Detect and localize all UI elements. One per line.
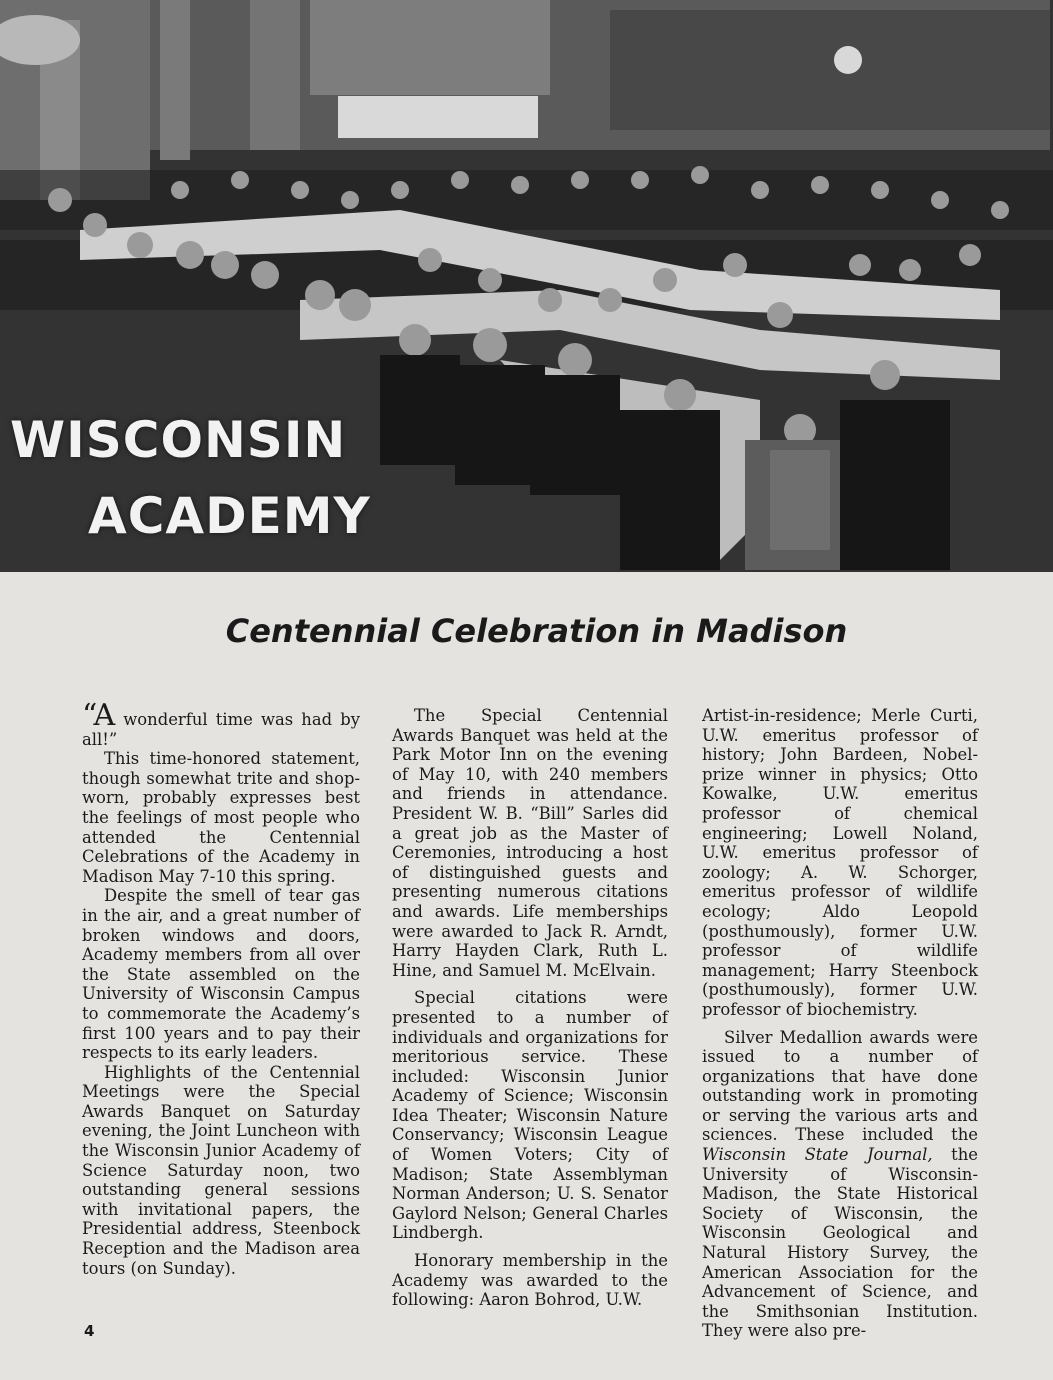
column-3-paragraph-2 bbox=[702, 1028, 978, 1342]
banquet-photo bbox=[0, 0, 1053, 572]
masthead-line-2: ACADEMY bbox=[88, 487, 371, 545]
article-column-3 bbox=[702, 706, 978, 1341]
column-1-paragraph-4: Highlights of the Centennial Meetings were the Special Awards Banquet on Saturday evening, the Joint Luncheon with the Wisconsin Junior Academy of Science Saturday noon, two outstanding general sessions with invitational papers, the Presidential address, Steenbock Reception and the Madison area tours (on Sunday). bbox=[82, 1062, 360, 1278]
column-2-paragraph-3: Honorary membership in the Academy was awarded to the following: Aaron Bohrod, U.W. bbox=[392, 1251, 668, 1310]
column-2-paragraph-1: The Special Centennial Awards Banquet was held at the Park Motor Inn on the evening of May 10, with 240 members and friends in attendance. President W. B. “Bill” Sarles did a great job as the Master of Ceremonies, introducing a host of distinguished guests and presenting numerous citations and awards. Life memberships were awarded to Jack R. Arndt, Harry Hayden Clark, Ruth L. Hine, and Samuel M. McElvain. bbox=[392, 706, 668, 980]
column-1-paragraph-3: Despite the smell of tear gas in the air, and a great number of broken windows and doors, Academy members from all over the State assembled on the University of Wisconsin Campus to commemorate the Academy’s first 100 years and to pay their respects to its early leaders. bbox=[82, 886, 360, 1063]
column-3-paragraph-2-start: Silver Medallion awards were issued to a number of organizations that have done outstanding work in promoting or serving the various arts and sciences. These included the bbox=[702, 1027, 978, 1145]
column-1-paragraph-1 bbox=[82, 698, 360, 749]
opening-quote-text: wonderful time was had by all!” bbox=[82, 710, 360, 749]
article-column-2 bbox=[392, 706, 668, 1310]
page-number: 4 bbox=[84, 1322, 95, 1340]
article-column-1 bbox=[82, 698, 360, 1278]
column-3-paragraph-2-end: the University of Wisconsin-Madison, the State Historical Society of Wisconsin, the Wisconsin Geological and Natural History Survey, the American Association for the Advancement of Science, and the Smithsonian Institution. They were also pre- bbox=[702, 1145, 978, 1341]
masthead-line-1: WISCONSIN bbox=[10, 411, 347, 469]
column-3-paragraph-1: Artist-in-residence; Merle Curti, U.W. emeritus professor of history; John Bardeen, Nobel-prize winner in physics; Otto Kowalke, U.W. emeritus professor of chemical engineering; Lowell Noland, U.W. emeritus professor of zoology; A. W. Schorger, emeritus professor of wildlife ecology; Aldo Leopold (posthumously), former U.W. professor of wildlife management; Harry Steenbock (posthumously), former U.W. professor of biochemistry. bbox=[702, 706, 978, 1019]
column-1-paragraph-2: This time-honored statement, though somewhat trite and shop-worn, probably expresses best the feelings of most people who attended the Centennial Celebrations of the Academy in Madison May 7-10 this spring. bbox=[82, 749, 360, 886]
column-2-paragraph-2: Special citations were presented to a number of individuals and organizations for meritorious service. These included: Wisconsin Junior Academy of Science; Wisconsin Idea Theater; Wisconsin Nature Conservancy; Wisconsin League of Women Voters; City of Madison; State Assemblyman Norman Anderson; U. S. Senator Gaylord Nelson; General Charles Lindbergh. bbox=[392, 988, 668, 1243]
drop-cap: “A bbox=[82, 698, 116, 733]
newspaper-name: Wisconsin State Journal, bbox=[702, 1145, 933, 1165]
article-headline: Centennial Celebration in Madison bbox=[225, 612, 848, 650]
